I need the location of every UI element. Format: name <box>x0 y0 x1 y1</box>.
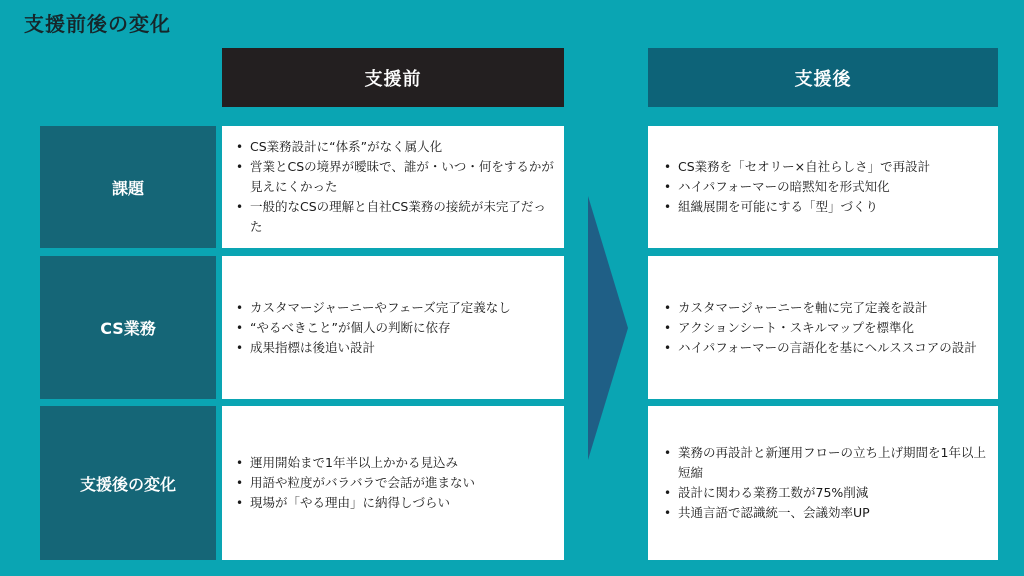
list-item: • 現場が「やる理由」に納得しづらい <box>234 493 554 513</box>
page-title: 支援前後の変化 <box>24 12 171 36</box>
list-item: • 運用開始まで1年半以上かかる見込み <box>234 453 554 473</box>
list-item: • 営業とCSの境界が曖昧で、誰が・いつ・何をするかが見えにくかった <box>234 157 554 197</box>
list-item: • 用語や粒度がバラバラで会話が進まない <box>234 473 554 493</box>
column-header-after: 支援後 <box>648 48 998 107</box>
list-item: • 業務の再設計と新運用フローの立ち上げ期間を1年以上短縮 <box>662 443 990 483</box>
before-card-changes <box>222 406 564 560</box>
list-item: • CS業務設計に“体系”がなく属人化 <box>234 137 554 157</box>
before-card-cs-operations <box>222 256 564 399</box>
bullet-list <box>234 453 554 513</box>
row-label-issues: 課題 <box>40 126 216 248</box>
list-item: • カスタマージャーニーを軸に完了定義を設計 <box>662 298 990 318</box>
bullet-list <box>234 137 554 237</box>
list-item: • カスタマージャーニーやフェーズ完了定義なし <box>234 298 554 318</box>
after-card-issues <box>648 126 998 248</box>
after-card-cs-operations <box>648 256 998 399</box>
row-label-changes: 支援後の変化 <box>40 406 216 560</box>
row-label-cs-operations: CS業務 <box>40 256 216 399</box>
list-item: • ハイパフォーマーの言語化を基にヘルススコアの設計 <box>662 338 990 358</box>
before-card-issues <box>222 126 564 248</box>
right-arrow-icon <box>588 196 628 460</box>
list-item: • CS業務を「セオリー×自社らしさ」で再設計 <box>662 157 990 177</box>
after-card-changes <box>648 406 998 560</box>
bullet-list <box>662 157 990 217</box>
list-item: • 一般的なCSの理解と自社CS業務の接続が未完了だった <box>234 197 554 237</box>
list-item: • 共通言語で認識統一、会議効率UP <box>662 503 990 523</box>
column-header-before: 支援前 <box>222 48 564 107</box>
list-item: • ハイパフォーマーの暗黙知を形式知化 <box>662 177 990 197</box>
list-item: • 組織展開を可能にする「型」づくり <box>662 197 990 217</box>
list-item: • アクションシート・スキルマップを標準化 <box>662 318 990 338</box>
bullet-list <box>234 298 554 358</box>
list-item: • 成果指標は後追い設計 <box>234 338 554 358</box>
bullet-list <box>662 443 990 523</box>
bullet-list <box>662 298 990 358</box>
list-item: • 設計に関わる業務工数が75%削減 <box>662 483 990 503</box>
list-item: • “やるべきこと”が個人の判断に依存 <box>234 318 554 338</box>
